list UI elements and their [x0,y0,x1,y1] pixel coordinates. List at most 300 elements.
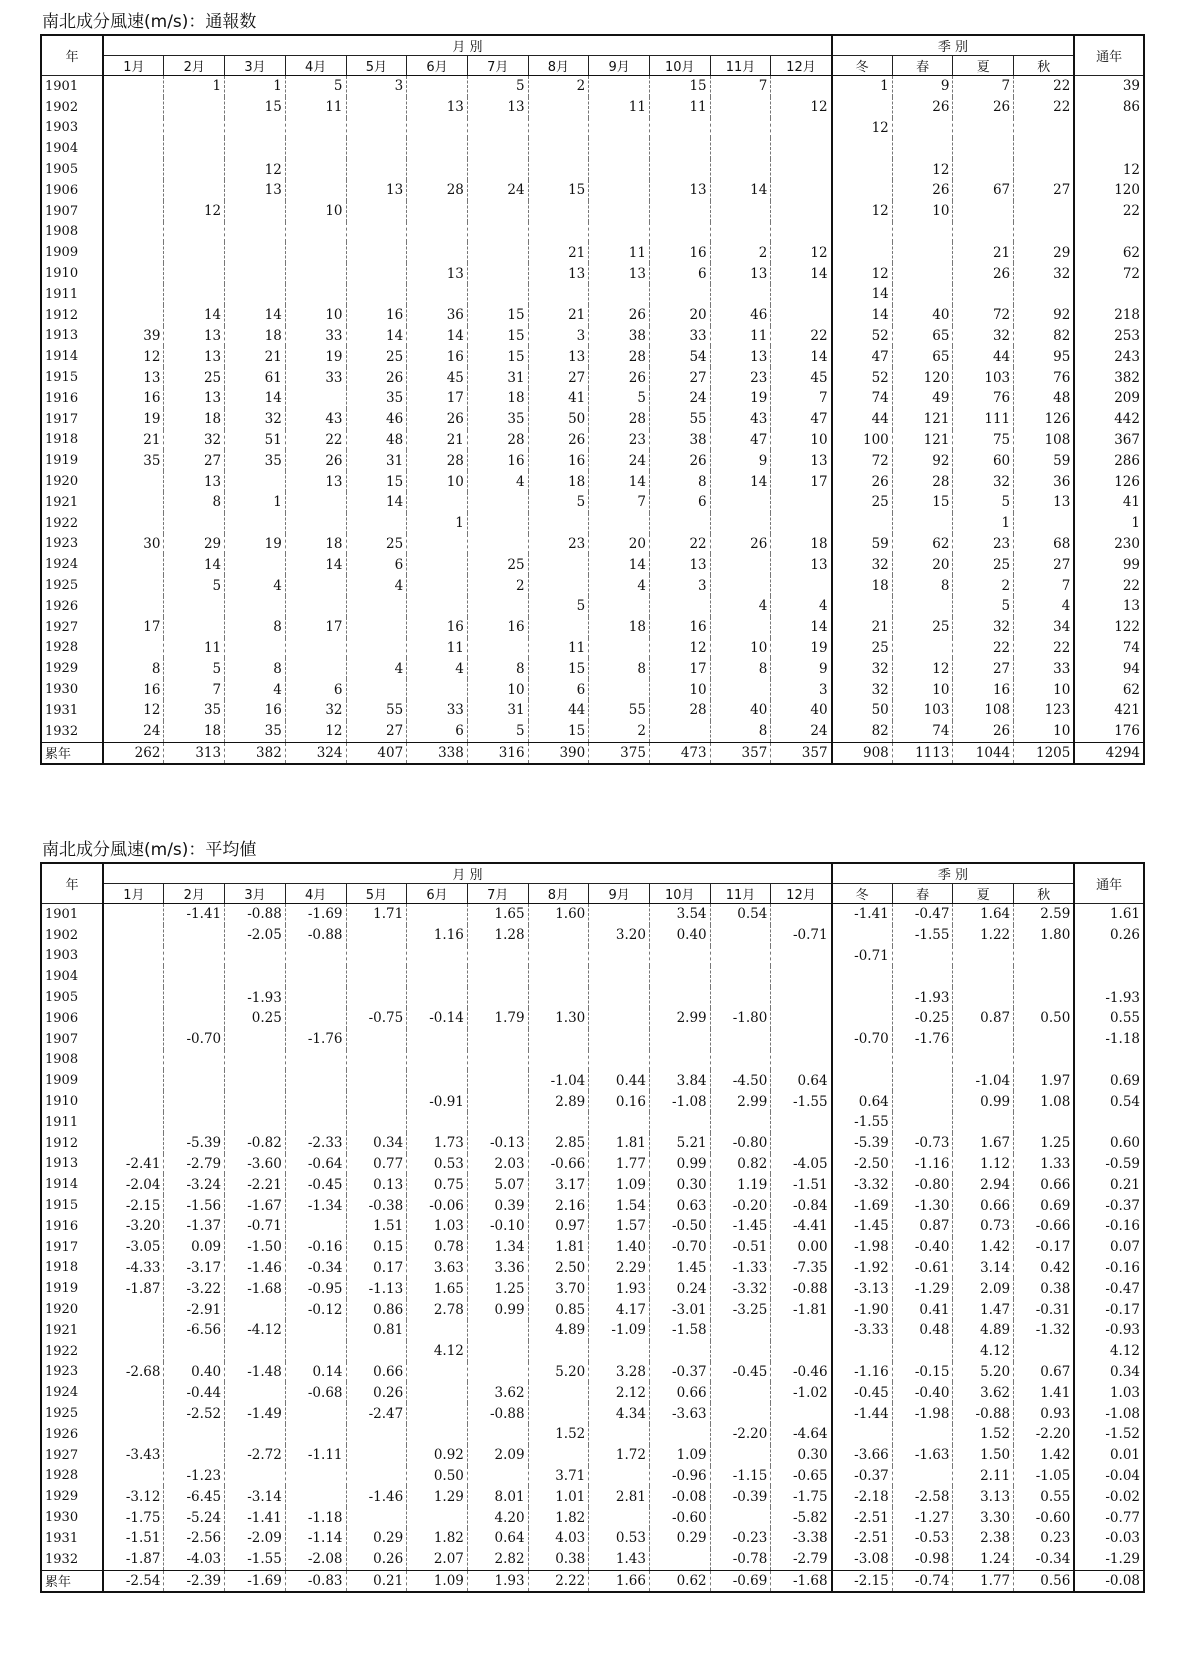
month-cell: 0.82 [710,1154,771,1175]
month-cell [164,1008,225,1029]
month-cell: -0.06 [407,1195,468,1216]
month-cell [225,201,286,222]
season-cell [1014,1050,1075,1071]
month-cell: -3.43 [103,1445,164,1466]
month-cell [103,242,164,263]
year-cell: 1917 [41,1237,103,1258]
month-cell [710,1050,771,1071]
month-cell: 0.15 [346,1237,407,1258]
month-cell: 32 [164,430,225,451]
season-cell: 1.42 [1014,1445,1075,1466]
annual-cell: -0.37 [1074,1195,1144,1216]
month-cell: 13 [710,263,771,284]
month-cell: -4.41 [771,1216,832,1237]
month-cell [346,1091,407,1112]
annual-cell: 0.01 [1074,1445,1144,1466]
season-cell [832,1070,893,1091]
annual-cell: -0.93 [1074,1320,1144,1341]
season-cell: 1 [953,513,1014,534]
month-cell: -2.79 [771,1549,832,1570]
month-cell [710,1320,771,1341]
season-cell: 2.09 [953,1278,1014,1299]
month-cell: 3.62 [467,1382,528,1403]
year-cell: 1911 [41,1112,103,1133]
month-cell [710,1112,771,1133]
month-cell [649,284,710,305]
month-cell [710,97,771,118]
month-cell [528,159,589,180]
month-cell: 10 [285,201,346,222]
annual-cell: -0.08 [1074,1570,1144,1592]
month-cell: 13 [589,263,650,284]
month-cell [285,1050,346,1071]
month-cell [467,159,528,180]
month-cell [103,1466,164,1487]
month-cell [407,575,468,596]
year-cell: 1905 [41,159,103,180]
month-cell: 0.66 [346,1362,407,1383]
month-cell: 3.20 [589,925,650,946]
month-cell [164,1424,225,1445]
table-row [41,1528,1144,1549]
year-cell: 1929 [41,658,103,679]
season-cell: -0.31 [1014,1299,1075,1320]
month-cell: -1.87 [103,1278,164,1299]
month-cell: 2.85 [528,1133,589,1154]
month-cell [407,1320,468,1341]
month-cell: 13 [528,263,589,284]
month-cell [103,1133,164,1154]
month-cell: 14 [710,471,771,492]
annual-cell: -0.47 [1074,1278,1144,1299]
month-cell: 26 [407,409,468,430]
month-cell [710,1403,771,1424]
month-cell [528,575,589,596]
year-cell: 1902 [41,925,103,946]
month-cell [407,596,468,617]
month-cell: -0.44 [164,1382,225,1403]
month-cell [225,946,286,967]
month-cell: 0.30 [649,1174,710,1195]
season-cell: 21 [953,242,1014,263]
season-cell: 10 [1014,679,1075,700]
month-cell: 17 [407,388,468,409]
month-cell [771,1133,832,1154]
month-cell: 5 [467,721,528,742]
month-cell [103,925,164,946]
month-cell [710,513,771,534]
month-cell: -0.10 [467,1216,528,1237]
month-cell: 4.03 [528,1528,589,1549]
month-cell: 9 [710,450,771,471]
month-cell: 2.09 [467,1445,528,1466]
season-cell: 26 [953,721,1014,742]
month-cell: 0.77 [346,1154,407,1175]
month-header: 9月 [589,56,650,76]
annual-cell: -0.02 [1074,1486,1144,1507]
month-cell [164,180,225,201]
table-row [41,638,1144,659]
month-cell: 2.99 [649,1008,710,1029]
annual-cell: 286 [1074,450,1144,471]
month-cell: 9 [771,658,832,679]
month-cell [164,1091,225,1112]
season-cell: 3.30 [953,1507,1014,1528]
total-row [41,742,1144,764]
season-cell: 65 [892,346,953,367]
month-cell [164,263,225,284]
month-cell: -1.93 [225,987,286,1008]
month-cell [407,1070,468,1091]
month-cell: 1 [407,513,468,534]
month-cell: 1.09 [649,1445,710,1466]
month-cell: -1.13 [346,1278,407,1299]
month-cell: 4.12 [407,1341,468,1362]
month-cell: -0.66 [528,1154,589,1175]
month-cell: 8 [225,658,286,679]
month-cell [589,1341,650,1362]
annual-cell [1074,222,1144,243]
month-cell: 8 [103,658,164,679]
table-row [41,1424,1144,1445]
month-cell: 13 [346,180,407,201]
year-cell: 1921 [41,492,103,513]
month-cell [407,1403,468,1424]
month-cell [103,1424,164,1445]
month-cell: 4.89 [528,1320,589,1341]
month-cell: 0.34 [346,1133,407,1154]
year-cell: 1907 [41,201,103,222]
month-cell: -0.51 [710,1237,771,1258]
month-cell: 0.99 [649,1154,710,1175]
month-cell: -0.96 [649,1466,710,1487]
month-cell: -2.68 [103,1362,164,1383]
year-cell: 1904 [41,138,103,159]
month-cell: 35 [103,450,164,471]
annual-cell: -0.17 [1074,1299,1144,1320]
month-cell [528,1403,589,1424]
month-cell [407,1112,468,1133]
month-cell [346,966,407,987]
count-table-body [41,76,1144,765]
season-cell: 0.23 [1014,1528,1075,1549]
month-cell: -0.83 [285,1570,346,1592]
year-cell: 1919 [41,1278,103,1299]
month-cell: 16 [467,617,528,638]
month-cell: 28 [407,180,468,201]
season-cell [892,118,953,139]
annual-cell: 0.26 [1074,925,1144,946]
month-cell: -0.91 [407,1091,468,1112]
season-cell: -0.60 [1014,1507,1075,1528]
month-cell: -1.33 [710,1258,771,1279]
month-cell [225,1070,286,1091]
season-cell: 4.89 [953,1320,1014,1341]
month-cell: 13 [164,346,225,367]
month-cell: 1.29 [407,1486,468,1507]
season-cell: -1.92 [832,1258,893,1279]
table-row [41,242,1144,263]
season-cell: -1.32 [1014,1320,1075,1341]
month-cell [407,1362,468,1383]
month-cell [649,966,710,987]
month-cell: 19 [285,346,346,367]
month-cell: 39 [103,326,164,347]
year-cell: 1920 [41,471,103,492]
month-cell [407,492,468,513]
month-cell: 1.01 [528,1486,589,1507]
month-cell: 0.99 [467,1299,528,1320]
season-cell: 0.64 [832,1091,893,1112]
month-cell: 313 [164,742,225,764]
month-cell [528,1050,589,1071]
annual-cell [1074,1050,1144,1071]
month-cell: -3.12 [103,1486,164,1507]
month-cell: 1.79 [467,1008,528,1029]
month-cell: 13 [467,97,528,118]
month-cell: 2.82 [467,1549,528,1570]
month-cell: 13 [649,180,710,201]
month-cell: -0.71 [771,925,832,946]
column-header-row [41,56,1144,76]
month-cell [649,1112,710,1133]
month-cell [771,1403,832,1424]
season-cell: 0.48 [892,1320,953,1341]
season-cell: 8 [892,575,953,596]
month-cell [346,1445,407,1466]
month-cell [528,1112,589,1133]
month-cell: 3.84 [649,1070,710,1091]
table-row [41,513,1144,534]
month-cell [771,1029,832,1050]
season-cell: 27 [1014,180,1075,201]
total-row [41,1570,1144,1592]
annual-cell: 39 [1074,76,1144,97]
season-cell: 1.77 [953,1570,1014,1592]
month-cell [103,1341,164,1362]
month-cell: -0.70 [164,1029,225,1050]
month-cell [103,1299,164,1320]
table-row [41,1403,1144,1424]
month-header: 6月 [407,884,468,904]
month-cell: 3.70 [528,1278,589,1299]
month-header: 3月 [225,56,286,76]
month-cell: -2.72 [225,1445,286,1466]
season-cell: 60 [953,450,1014,471]
month-cell [528,987,589,1008]
month-cell [589,180,650,201]
month-cell: 18 [285,534,346,555]
month-cell: 33 [407,700,468,721]
month-cell: -2.05 [225,925,286,946]
month-cell: 0.97 [528,1216,589,1237]
season-cell [832,138,893,159]
season-cell: -3.66 [832,1445,893,1466]
month-cell [103,284,164,305]
season-cell: 0.67 [1014,1362,1075,1383]
month-cell [103,97,164,118]
season-cell: -5.39 [832,1133,893,1154]
month-cell [467,1424,528,1445]
month-cell: 22 [771,326,832,347]
month-cell [528,1445,589,1466]
month-cell: -1.11 [285,1445,346,1466]
month-cell [346,1507,407,1528]
season-cell [832,1341,893,1362]
season-cell: 32 [953,471,1014,492]
month-cell: -0.50 [649,1216,710,1237]
season-cell: 1.08 [1014,1091,1075,1112]
month-cell: -1.50 [225,1237,286,1258]
month-cell: 1.81 [589,1133,650,1154]
month-cell: -1.55 [771,1091,832,1112]
month-cell: 14 [771,617,832,638]
month-cell: -1.81 [771,1299,832,1320]
month-cell [225,263,286,284]
month-cell [407,222,468,243]
table-row [41,721,1144,742]
season-cell [892,1424,953,1445]
season-cell [832,222,893,243]
month-cell [346,159,407,180]
month-cell: 2 [467,575,528,596]
month-cell: 1.77 [589,1154,650,1175]
season-cell: 20 [892,554,953,575]
month-cell [164,1445,225,1466]
month-cell [589,201,650,222]
month-cell: -1.37 [164,1216,225,1237]
month-cell: 382 [225,742,286,764]
month-header: 4月 [285,56,346,76]
month-header: 2月 [164,56,225,76]
year-cell: 1928 [41,638,103,659]
season-cell: 108 [953,700,1014,721]
month-cell: 13 [771,450,832,471]
month-cell [285,118,346,139]
season-cell: 908 [832,742,893,764]
season-cell: -0.71 [832,946,893,967]
month-header: 8月 [528,884,589,904]
month-cell [589,1466,650,1487]
month-cell: 25 [164,367,225,388]
season-cell: 95 [1014,346,1075,367]
annual-cell: 421 [1074,700,1144,721]
annual-cell [1074,284,1144,305]
month-cell [407,201,468,222]
month-cell: 357 [771,742,832,764]
month-cell: -3.05 [103,1237,164,1258]
month-cell: 4.34 [589,1403,650,1424]
month-cell: 15 [225,97,286,118]
table-row [41,138,1144,159]
month-cell: 4 [225,575,286,596]
annual-cell: 120 [1074,180,1144,201]
month-cell: 12 [103,346,164,367]
season-cell: -3.08 [832,1549,893,1570]
month-cell [467,638,528,659]
month-cell: 3 [346,76,407,97]
annual-cell: 367 [1074,430,1144,451]
season-cell: -2.51 [832,1507,893,1528]
month-header: 6月 [407,56,468,76]
month-cell [285,575,346,596]
month-cell: 50 [528,409,589,430]
month-cell: 5 [589,388,650,409]
season-cell [832,242,893,263]
month-cell [771,1320,832,1341]
month-cell: 8 [710,658,771,679]
month-cell: 0.29 [346,1528,407,1549]
month-cell [103,138,164,159]
month-cell: 0.86 [346,1299,407,1320]
season-cell: 49 [892,388,953,409]
month-cell: 2.99 [710,1091,771,1112]
month-cell [103,76,164,97]
month-cell: 2.03 [467,1154,528,1175]
month-cell: 262 [103,742,164,764]
month-cell: 8 [710,721,771,742]
month-cell: -5.82 [771,1507,832,1528]
season-cell: 27 [953,658,1014,679]
season-cell: 7 [1014,575,1075,596]
month-cell: -6.56 [164,1320,225,1341]
season-cell: -1.16 [892,1154,953,1175]
month-cell [103,1070,164,1091]
annual-cell: -1.93 [1074,987,1144,1008]
season-cell: 76 [953,388,1014,409]
table-row [41,1445,1144,1466]
season-cell: 0.99 [953,1091,1014,1112]
table-row [41,1133,1144,1154]
month-cell [346,201,407,222]
month-cell: 35 [225,450,286,471]
month-cell [407,1050,468,1071]
month-cell [164,987,225,1008]
season-cell: 44 [832,409,893,430]
month-cell: 0.24 [649,1278,710,1299]
month-cell: 10 [467,679,528,700]
month-cell: 3 [528,326,589,347]
table-row [41,925,1144,946]
season-cell: 2.94 [953,1174,1014,1195]
month-cell: 13 [285,471,346,492]
month-cell [285,1320,346,1341]
month-cell: 8 [164,492,225,513]
month-cell [467,1341,528,1362]
month-cell: 35 [467,409,528,430]
month-cell [103,159,164,180]
season-cell: 22 [1014,76,1075,97]
month-cell: 4 [346,575,407,596]
month-cell [407,904,468,925]
month-cell: 24 [771,721,832,742]
table-row [41,1382,1144,1403]
season-cell: 12 [892,159,953,180]
month-cell: 407 [346,742,407,764]
month-cell: 2.29 [589,1258,650,1279]
month-cell [528,554,589,575]
month-cell: 2.22 [528,1570,589,1592]
month-cell [710,679,771,700]
season-header: 春 [892,56,953,76]
annual-cell: 0.07 [1074,1237,1144,1258]
year-header: 年 [41,35,103,76]
month-cell: 0.92 [407,1445,468,1466]
month-cell [710,1445,771,1466]
month-cell [467,242,528,263]
month-cell: 24 [467,180,528,201]
month-cell: 5 [164,658,225,679]
